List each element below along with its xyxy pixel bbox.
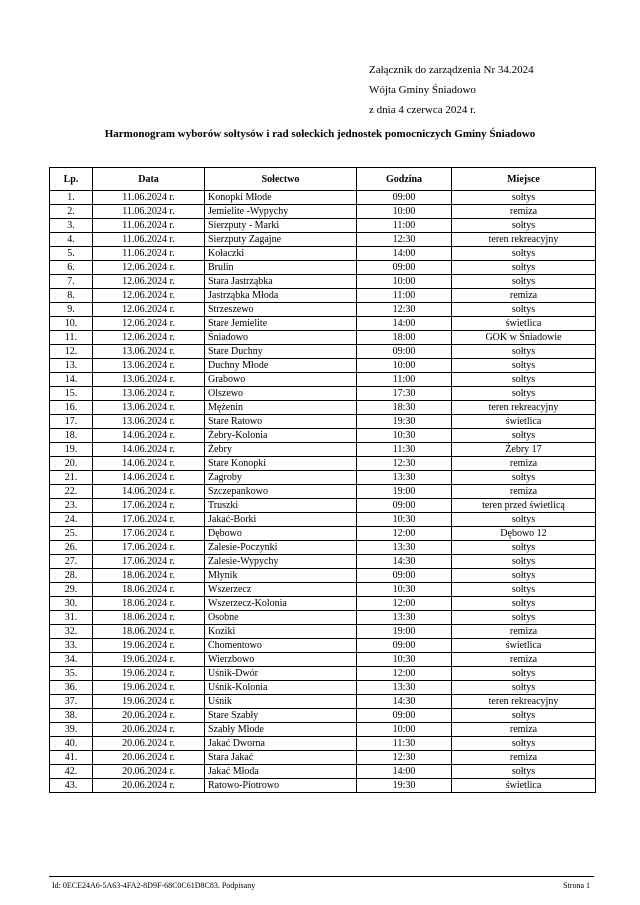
table-row [50, 667, 596, 681]
cell-place: świetlica [452, 415, 596, 429]
cell-time: 10:00 [357, 275, 452, 289]
cell-place: remiza [452, 625, 596, 639]
cell-solectwo: Mężenin [205, 401, 357, 415]
cell-date: 12.06.2024 r. [93, 261, 205, 275]
table-row [50, 429, 596, 443]
cell-lp: 25. [50, 527, 93, 541]
cell-place: świetlica [452, 779, 596, 793]
cell-place: teren przed świetlicą [452, 499, 596, 513]
cell-lp: 20. [50, 457, 93, 471]
footer-divider [49, 876, 594, 877]
cell-place: Żebry 17 [452, 443, 596, 457]
cell-time: 09:00 [357, 261, 452, 275]
cell-time: 11:00 [357, 373, 452, 387]
cell-solectwo: Wszerzecz [205, 583, 357, 597]
cell-lp: 41. [50, 751, 93, 765]
cell-date: 12.06.2024 r. [93, 317, 205, 331]
cell-lp: 17. [50, 415, 93, 429]
cell-lp: 18. [50, 429, 93, 443]
cell-time: 17:30 [357, 387, 452, 401]
cell-date: 14.06.2024 r. [93, 429, 205, 443]
cell-time: 10:30 [357, 429, 452, 443]
cell-time: 12:30 [357, 457, 452, 471]
cell-place: remiza [452, 485, 596, 499]
footer-document-id: Id: 0ECE24A6-5A63-4FA2-8D9F-68C0C61D8C83. Podpisany [52, 881, 256, 890]
cell-lp: 37. [50, 695, 93, 709]
cell-place: sołtys [452, 345, 596, 359]
cell-place: sołtys [452, 513, 596, 527]
cell-lp: 6. [50, 261, 93, 275]
cell-solectwo: Żebry [205, 443, 357, 457]
cell-solectwo: Dębowo [205, 527, 357, 541]
cell-solectwo: Jakać Dworna [205, 737, 357, 751]
cell-lp: 42. [50, 765, 93, 779]
cell-solectwo: Stare Jemielite [205, 317, 357, 331]
cell-solectwo: Wszerzecz-Kolonia [205, 597, 357, 611]
table-row [50, 779, 596, 793]
cell-place: teren rekreacyjny [452, 233, 596, 247]
cell-place: sołtys [452, 387, 596, 401]
table-row [50, 373, 596, 387]
cell-date: 14.06.2024 r. [93, 485, 205, 499]
cell-lp: 3. [50, 219, 93, 233]
table-row [50, 415, 596, 429]
table-row [50, 751, 596, 765]
table-row [50, 597, 596, 611]
cell-lp: 38. [50, 709, 93, 723]
table-row [50, 723, 596, 737]
table-row [50, 653, 596, 667]
cell-lp: 33. [50, 639, 93, 653]
cell-date: 13.06.2024 r. [93, 359, 205, 373]
cell-lp: 14. [50, 373, 93, 387]
cell-solectwo: Uśnik [205, 695, 357, 709]
cell-date: 14.06.2024 r. [93, 471, 205, 485]
cell-date: 17.06.2024 r. [93, 527, 205, 541]
cell-solectwo: Śniadowo [205, 331, 357, 345]
table-row [50, 457, 596, 471]
cell-place: teren rekreacyjny [452, 401, 596, 415]
cell-place: sołtys [452, 219, 596, 233]
cell-place: świetlica [452, 317, 596, 331]
cell-lp: 15. [50, 387, 93, 401]
cell-solectwo: Zalesie-Wypychy [205, 555, 357, 569]
cell-solectwo: Wierzbowo [205, 653, 357, 667]
cell-solectwo: Szabły Młode [205, 723, 357, 737]
cell-time: 10:00 [357, 359, 452, 373]
cell-solectwo: Stara Jastrząbka [205, 275, 357, 289]
cell-place: sołtys [452, 597, 596, 611]
cell-place: remiza [452, 751, 596, 765]
table-row [50, 611, 596, 625]
cell-time: 14:30 [357, 555, 452, 569]
cell-solectwo: Jastrząbka Młoda [205, 289, 357, 303]
table-row [50, 191, 596, 205]
table-row [50, 471, 596, 485]
cell-place: sołtys [452, 555, 596, 569]
cell-time: 14:00 [357, 317, 452, 331]
cell-time: 09:00 [357, 639, 452, 653]
cell-date: 14.06.2024 r. [93, 457, 205, 471]
cell-time: 09:00 [357, 709, 452, 723]
table-row [50, 387, 596, 401]
cell-time: 14:30 [357, 695, 452, 709]
cell-place: sołtys [452, 737, 596, 751]
cell-solectwo: Uśnik-Dwór [205, 667, 357, 681]
cell-time: 10:30 [357, 513, 452, 527]
table-row [50, 765, 596, 779]
cell-place: GOK w Śniadowie [452, 331, 596, 345]
cell-lp: 31. [50, 611, 93, 625]
cell-time: 14:00 [357, 247, 452, 261]
table-row [50, 485, 596, 499]
cell-place: sołtys [452, 373, 596, 387]
cell-solectwo: Osobne [205, 611, 357, 625]
cell-lp: 4. [50, 233, 93, 247]
table-row [50, 443, 596, 457]
cell-date: 20.06.2024 r. [93, 765, 205, 779]
table-row [50, 555, 596, 569]
schedule-table [49, 167, 596, 793]
cell-place: sołtys [452, 191, 596, 205]
cell-place: remiza [452, 205, 596, 219]
table-row [50, 541, 596, 555]
cell-date: 11.06.2024 r. [93, 205, 205, 219]
header-data: Data [93, 168, 205, 191]
cell-date: 19.06.2024 r. [93, 681, 205, 695]
cell-time: 10:30 [357, 653, 452, 667]
table-row [50, 261, 596, 275]
cell-place: remiza [452, 457, 596, 471]
cell-lp: 30. [50, 597, 93, 611]
table-row [50, 513, 596, 527]
cell-date: 19.06.2024 r. [93, 653, 205, 667]
table-row [50, 499, 596, 513]
table-row [50, 205, 596, 219]
cell-place: świetlica [452, 639, 596, 653]
cell-place: sołtys [452, 247, 596, 261]
cell-date: 13.06.2024 r. [93, 401, 205, 415]
cell-time: 19:30 [357, 415, 452, 429]
cell-lp: 22. [50, 485, 93, 499]
cell-lp: 5. [50, 247, 93, 261]
cell-time: 19:30 [357, 779, 452, 793]
cell-place: sołtys [452, 261, 596, 275]
cell-time: 12:30 [357, 233, 452, 247]
table-row [50, 233, 596, 247]
cell-date: 12.06.2024 r. [93, 289, 205, 303]
cell-place: remiza [452, 289, 596, 303]
cell-place: sołtys [452, 583, 596, 597]
table-row [50, 303, 596, 317]
cell-time: 12:00 [357, 667, 452, 681]
cell-lp: 8. [50, 289, 93, 303]
cell-time: 18:00 [357, 331, 452, 345]
cell-date: 11.06.2024 r. [93, 233, 205, 247]
cell-lp: 26. [50, 541, 93, 555]
cell-date: 20.06.2024 r. [93, 751, 205, 765]
cell-lp: 16. [50, 401, 93, 415]
cell-solectwo: Zalesie-Poczynki [205, 541, 357, 555]
cell-date: 14.06.2024 r. [93, 443, 205, 457]
cell-date: 11.06.2024 r. [93, 191, 205, 205]
cell-date: 17.06.2024 r. [93, 555, 205, 569]
cell-lp: 7. [50, 275, 93, 289]
cell-solectwo: Strzeszewo [205, 303, 357, 317]
cell-lp: 13. [50, 359, 93, 373]
cell-date: 20.06.2024 r. [93, 723, 205, 737]
cell-place: sołtys [452, 667, 596, 681]
cell-time: 19:00 [357, 485, 452, 499]
cell-date: 19.06.2024 r. [93, 639, 205, 653]
cell-date: 18.06.2024 r. [93, 625, 205, 639]
cell-date: 18.06.2024 r. [93, 611, 205, 625]
cell-place: sołtys [452, 359, 596, 373]
cell-lp: 28. [50, 569, 93, 583]
cell-solectwo: Ratowo-Piotrowo [205, 779, 357, 793]
cell-solectwo: Olszewo [205, 387, 357, 401]
cell-lp: 2. [50, 205, 93, 219]
cell-solectwo: Stare Duchny [205, 345, 357, 359]
cell-place: sołtys [452, 541, 596, 555]
cell-lp: 32. [50, 625, 93, 639]
table-row [50, 527, 596, 541]
cell-lp: 12. [50, 345, 93, 359]
table-row [50, 219, 596, 233]
table-row [50, 737, 596, 751]
cell-date: 11.06.2024 r. [93, 219, 205, 233]
table-row [50, 331, 596, 345]
cell-solectwo: Zagroby [205, 471, 357, 485]
table-row [50, 639, 596, 653]
cell-lp: 39. [50, 723, 93, 737]
cell-place: sołtys [452, 303, 596, 317]
cell-solectwo: Stare Ratowo [205, 415, 357, 429]
cell-time: 09:00 [357, 345, 452, 359]
cell-lp: 36. [50, 681, 93, 695]
cell-solectwo: Jemielite -Wypychy [205, 205, 357, 219]
footer-page-number: Strona 1 [563, 881, 590, 890]
table-row [50, 695, 596, 709]
header-godzina: Godzina [357, 168, 452, 191]
cell-time: 12:00 [357, 597, 452, 611]
cell-solectwo: Kołaczki [205, 247, 357, 261]
cell-time: 14:00 [357, 765, 452, 779]
cell-time: 11:30 [357, 737, 452, 751]
cell-date: 18.06.2024 r. [93, 583, 205, 597]
header-lp: Lp. [50, 168, 93, 191]
cell-time: 09:00 [357, 191, 452, 205]
cell-time: 11:00 [357, 219, 452, 233]
cell-date: 11.06.2024 r. [93, 247, 205, 261]
cell-time: 12:30 [357, 303, 452, 317]
cell-time: 19:00 [357, 625, 452, 639]
table-row [50, 569, 596, 583]
annex-line-3: z dnia 4 czerwca 2024 r. [369, 104, 476, 116]
cell-solectwo: Duchny Młode [205, 359, 357, 373]
annex-line-1: Załącznik do zarządzenia Nr 34.2024 [369, 64, 534, 76]
cell-date: 20.06.2024 r. [93, 737, 205, 751]
cell-date: 13.06.2024 r. [93, 345, 205, 359]
cell-lp: 10. [50, 317, 93, 331]
cell-place: sołtys [452, 569, 596, 583]
cell-date: 17.06.2024 r. [93, 513, 205, 527]
cell-lp: 11. [50, 331, 93, 345]
cell-solectwo: Truszki [205, 499, 357, 513]
cell-place: sołtys [452, 709, 596, 723]
cell-time: 12:00 [357, 527, 452, 541]
cell-date: 20.06.2024 r. [93, 709, 205, 723]
annex-header [369, 60, 534, 120]
cell-date: 12.06.2024 r. [93, 303, 205, 317]
cell-lp: 1. [50, 191, 93, 205]
cell-date: 13.06.2024 r. [93, 387, 205, 401]
table-row [50, 583, 596, 597]
cell-date: 19.06.2024 r. [93, 695, 205, 709]
cell-date: 12.06.2024 r. [93, 331, 205, 345]
cell-lp: 24. [50, 513, 93, 527]
cell-time: 11:30 [357, 443, 452, 457]
cell-lp: 9. [50, 303, 93, 317]
cell-solectwo: Stara Jakać [205, 751, 357, 765]
table-row [50, 709, 596, 723]
table-row [50, 345, 596, 359]
cell-solectwo: Koziki [205, 625, 357, 639]
cell-time: 13:30 [357, 541, 452, 555]
cell-date: 13.06.2024 r. [93, 373, 205, 387]
cell-solectwo: Stare Szabły [205, 709, 357, 723]
cell-lp: 21. [50, 471, 93, 485]
cell-place: sołtys [452, 765, 596, 779]
cell-date: 20.06.2024 r. [93, 779, 205, 793]
cell-lp: 19. [50, 443, 93, 457]
cell-time: 11:00 [357, 289, 452, 303]
cell-lp: 29. [50, 583, 93, 597]
cell-place: sołtys [452, 429, 596, 443]
cell-solectwo: Młynik [205, 569, 357, 583]
cell-solectwo: Sierzputy - Marki [205, 219, 357, 233]
cell-lp: 43. [50, 779, 93, 793]
cell-date: 17.06.2024 r. [93, 499, 205, 513]
cell-date: 17.06.2024 r. [93, 541, 205, 555]
cell-place: remiza [452, 653, 596, 667]
cell-lp: 35. [50, 667, 93, 681]
cell-lp: 34. [50, 653, 93, 667]
cell-time: 13:30 [357, 471, 452, 485]
cell-date: 18.06.2024 r. [93, 597, 205, 611]
cell-place: sołtys [452, 681, 596, 695]
cell-solectwo: Sierzputy Zagajne [205, 233, 357, 247]
cell-solectwo: Żebry-Kolonia [205, 429, 357, 443]
cell-time: 18:30 [357, 401, 452, 415]
cell-lp: 40. [50, 737, 93, 751]
table-header-row [50, 168, 596, 191]
cell-place: teren rekreacyjny [452, 695, 596, 709]
cell-solectwo: Jakać Młoda [205, 765, 357, 779]
cell-solectwo: Szczepankowo [205, 485, 357, 499]
cell-lp: 27. [50, 555, 93, 569]
cell-time: 12:30 [357, 751, 452, 765]
table-row [50, 359, 596, 373]
table-row [50, 275, 596, 289]
cell-solectwo: Stare Konopki [205, 457, 357, 471]
table-row [50, 681, 596, 695]
table-body [50, 191, 596, 793]
cell-solectwo: Brulin [205, 261, 357, 275]
cell-time: 09:00 [357, 499, 452, 513]
cell-place: sołtys [452, 275, 596, 289]
cell-time: 13:30 [357, 681, 452, 695]
annex-line-2: Wójta Gminy Śniadowo [369, 84, 476, 96]
cell-date: 19.06.2024 r. [93, 667, 205, 681]
cell-lp: 23. [50, 499, 93, 513]
document-title: Harmonogram wyborów sołtysów i rad sołeckich jednostek pomocniczych Gminy Śniadowo [104, 128, 536, 140]
cell-place: Dębowo 12 [452, 527, 596, 541]
table-row [50, 625, 596, 639]
cell-place: sołtys [452, 471, 596, 485]
cell-date: 13.06.2024 r. [93, 415, 205, 429]
table-row [50, 247, 596, 261]
cell-solectwo: Konopki Młode [205, 191, 357, 205]
cell-solectwo: Jakać-Borki [205, 513, 357, 527]
cell-time: 10:00 [357, 723, 452, 737]
table-row [50, 401, 596, 415]
cell-solectwo: Uśnik-Kolonia [205, 681, 357, 695]
cell-place: sołtys [452, 611, 596, 625]
cell-solectwo: Grabowo [205, 373, 357, 387]
table-row [50, 317, 596, 331]
header-solectwo: Sołectwo [205, 168, 357, 191]
cell-time: 13:30 [357, 611, 452, 625]
cell-solectwo: Chomentowo [205, 639, 357, 653]
cell-date: 12.06.2024 r. [93, 275, 205, 289]
header-miejsce: Miejsce [452, 168, 596, 191]
cell-date: 18.06.2024 r. [93, 569, 205, 583]
cell-time: 10:30 [357, 583, 452, 597]
cell-place: remiza [452, 723, 596, 737]
cell-time: 10:00 [357, 205, 452, 219]
cell-time: 09:00 [357, 569, 452, 583]
table-row [50, 289, 596, 303]
